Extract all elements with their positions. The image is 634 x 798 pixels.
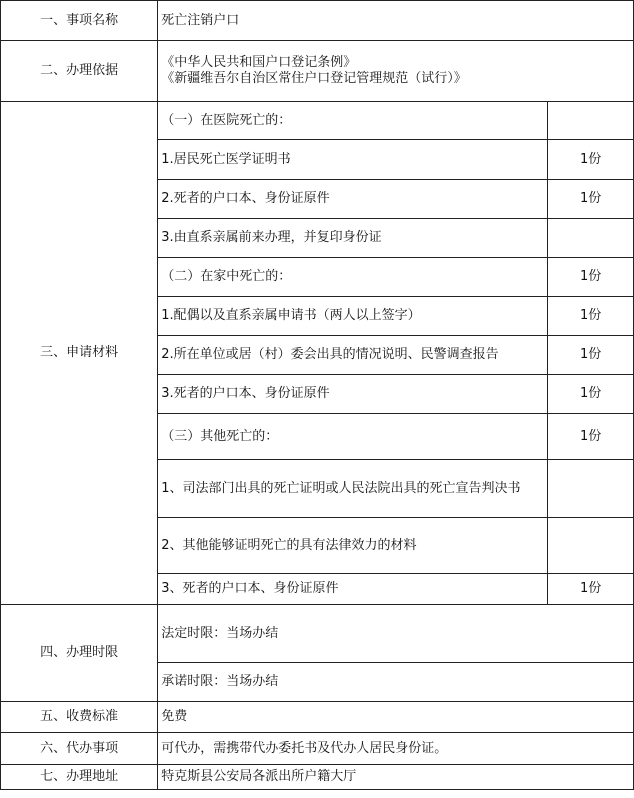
basis-label: 二、办理依据 <box>1 41 158 102</box>
material-text: 2.所在单位或居（村）委会出具的情况说明、民警调查报告 <box>158 336 548 375</box>
material-count: 1份 <box>548 140 634 180</box>
material-text: 1、司法部门出具的死亡证明或人民法院出具的死亡宣告判决书 <box>158 460 548 518</box>
material-count: 1份 <box>548 414 634 460</box>
time-limit-row <box>1 605 634 663</box>
material-text: （三）其他死亡的： <box>158 414 548 460</box>
material-text: （二）在家中死亡的： <box>158 258 548 297</box>
legal-time-limit: 法定时限：当场办结 <box>158 605 634 663</box>
basis-line: 《中华人民共和国户口登记条例》 <box>161 55 357 70</box>
material-text: 2、其他能够证明死亡的具有法律效力的材料 <box>158 518 548 574</box>
item-name-value: 死亡注销户口 <box>158 1 634 41</box>
fee-row <box>1 702 634 733</box>
material-count: 1份 <box>548 297 634 336</box>
material-text: 3.由直系亲属前来办理，并复印身份证 <box>158 219 548 258</box>
material-count: 1份 <box>548 258 634 297</box>
address-row <box>1 765 634 790</box>
material-count <box>548 219 634 258</box>
material-text: 1.配偶以及直系亲属申请书（两人以上签字） <box>158 297 548 336</box>
basis-line: 《新疆维吾尔自治区常住户口登记管理规范（试行）》 <box>161 71 467 86</box>
basis-value <box>158 41 634 102</box>
material-count: 1份 <box>548 574 634 605</box>
material-text: 3、死者的户口本、身份证原件 <box>158 574 548 605</box>
material-text: （一）在医院死亡的： <box>158 102 548 140</box>
basis-row <box>1 41 634 102</box>
fee-label: 五、收费标准 <box>1 702 158 733</box>
item-name-row <box>1 1 634 41</box>
materials-row <box>1 102 634 140</box>
address-label: 七、办理地址 <box>1 765 158 790</box>
material-count: 1份 <box>548 375 634 414</box>
proxy-value: 可代办，需携带代办委托书及代办人居民身份证。 <box>158 733 634 765</box>
material-count <box>548 518 634 574</box>
proxy-label: 六、代办事项 <box>1 733 158 765</box>
material-text: 3.死者的户口本、身份证原件 <box>158 375 548 414</box>
material-count <box>548 460 634 518</box>
material-count: 1份 <box>548 336 634 375</box>
time-limit-label: 四、办理时限 <box>1 605 158 702</box>
materials-label: 三、申请材料 <box>1 102 158 605</box>
material-count: 1份 <box>548 180 634 219</box>
material-count <box>548 102 634 140</box>
address-value: 特克斯县公安局各派出所户籍大厅 <box>158 765 634 790</box>
item-name-label: 一、事项名称 <box>1 1 158 41</box>
promised-time-limit: 承诺时限：当场办结 <box>158 663 634 702</box>
proxy-row <box>1 733 634 765</box>
material-text: 2.死者的户口本、身份证原件 <box>158 180 548 219</box>
material-text: 1.居民死亡医学证明书 <box>158 140 548 180</box>
fee-value: 免费 <box>158 702 634 733</box>
